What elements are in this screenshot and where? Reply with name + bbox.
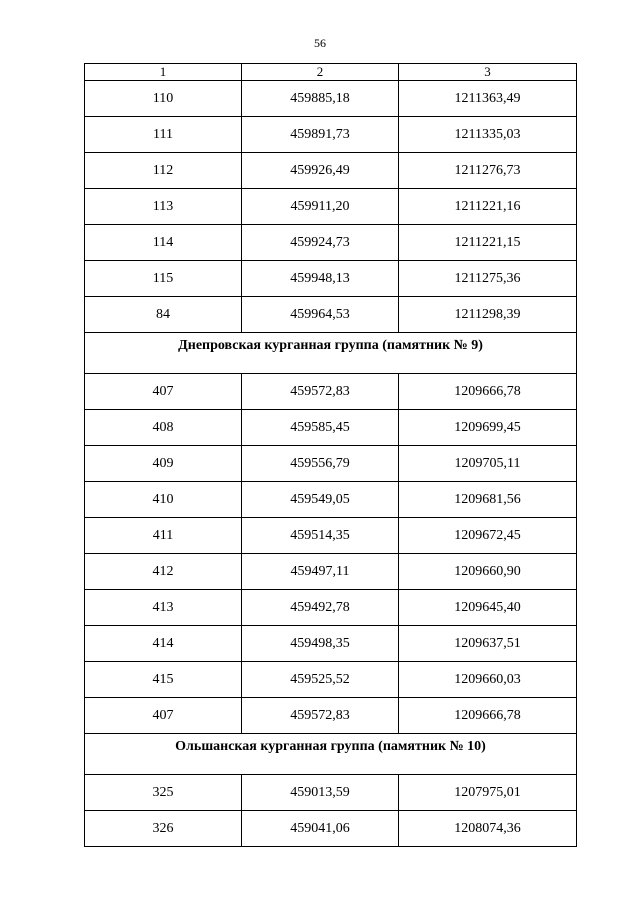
point-number-cell: 411 — [85, 518, 242, 554]
table-row — [85, 698, 577, 734]
point-number-cell: 113 — [85, 189, 242, 225]
table-row — [85, 482, 577, 518]
y-coordinate-cell: 1209660,03 — [399, 662, 577, 698]
y-coordinate-cell: 1209666,78 — [399, 374, 577, 410]
point-number-cell: 326 — [85, 811, 242, 847]
column-header-3: 3 — [399, 64, 577, 81]
table-row — [85, 153, 577, 189]
point-number-cell: 112 — [85, 153, 242, 189]
table-row — [85, 626, 577, 662]
x-coordinate-cell: 459924,73 — [242, 225, 399, 261]
x-coordinate-cell: 459492,78 — [242, 590, 399, 626]
y-coordinate-cell: 1209672,45 — [399, 518, 577, 554]
table-row — [85, 225, 577, 261]
group-header-row — [85, 734, 577, 775]
y-coordinate-cell: 1211221,15 — [399, 225, 577, 261]
group-title: Днепровская курганная группа (памятник № 9) — [85, 333, 577, 374]
table-row — [85, 189, 577, 225]
x-coordinate-cell: 459498,35 — [242, 626, 399, 662]
y-coordinate-cell: 1209705,11 — [399, 446, 577, 482]
y-coordinate-cell: 1211335,03 — [399, 117, 577, 153]
point-number-cell: 407 — [85, 374, 242, 410]
point-number-cell: 111 — [85, 117, 242, 153]
table-row — [85, 554, 577, 590]
group-title: Ольшанская курганная группа (памятник № 10) — [85, 734, 577, 775]
table-row — [85, 811, 577, 847]
x-coordinate-cell: 459572,83 — [242, 698, 399, 734]
point-number-cell: 410 — [85, 482, 242, 518]
coordinates-table — [84, 63, 577, 847]
point-number-cell: 409 — [85, 446, 242, 482]
x-coordinate-cell: 459013,59 — [242, 775, 399, 811]
x-coordinate-cell: 459514,35 — [242, 518, 399, 554]
y-coordinate-cell: 1209645,40 — [399, 590, 577, 626]
point-number-cell: 408 — [85, 410, 242, 446]
y-coordinate-cell: 1209681,56 — [399, 482, 577, 518]
table-row — [85, 261, 577, 297]
table-row — [85, 81, 577, 117]
y-coordinate-cell: 1209660,90 — [399, 554, 577, 590]
y-coordinate-cell: 1207975,01 — [399, 775, 577, 811]
point-number-cell: 414 — [85, 626, 242, 662]
point-number-cell: 412 — [85, 554, 242, 590]
x-coordinate-cell: 459585,45 — [242, 410, 399, 446]
table-row — [85, 374, 577, 410]
table-row — [85, 518, 577, 554]
table-row — [85, 410, 577, 446]
point-number-cell: 115 — [85, 261, 242, 297]
column-header-2: 2 — [242, 64, 399, 81]
x-coordinate-cell: 459549,05 — [242, 482, 399, 518]
y-coordinate-cell: 1211276,73 — [399, 153, 577, 189]
y-coordinate-cell: 1211275,36 — [399, 261, 577, 297]
x-coordinate-cell: 459911,20 — [242, 189, 399, 225]
table-row — [85, 662, 577, 698]
table-row — [85, 590, 577, 626]
point-number-cell: 114 — [85, 225, 242, 261]
column-header-1: 1 — [85, 64, 242, 81]
x-coordinate-cell: 459885,18 — [242, 81, 399, 117]
page-number: 56 — [314, 36, 326, 50]
y-coordinate-cell: 1211298,39 — [399, 297, 577, 333]
group-header-row — [85, 333, 577, 374]
y-coordinate-cell: 1209666,78 — [399, 698, 577, 734]
x-coordinate-cell: 459525,52 — [242, 662, 399, 698]
point-number-cell: 84 — [85, 297, 242, 333]
table-row — [85, 446, 577, 482]
x-coordinate-cell: 459041,06 — [242, 811, 399, 847]
table-row — [85, 775, 577, 811]
table-header-row — [85, 64, 577, 81]
x-coordinate-cell: 459948,13 — [242, 261, 399, 297]
table-body — [85, 81, 577, 847]
point-number-cell: 325 — [85, 775, 242, 811]
point-number-cell: 110 — [85, 81, 242, 117]
point-number-cell: 413 — [85, 590, 242, 626]
x-coordinate-cell: 459926,49 — [242, 153, 399, 189]
y-coordinate-cell: 1209637,51 — [399, 626, 577, 662]
y-coordinate-cell: 1208074,36 — [399, 811, 577, 847]
y-coordinate-cell: 1211221,16 — [399, 189, 577, 225]
x-coordinate-cell: 459497,11 — [242, 554, 399, 590]
point-number-cell: 407 — [85, 698, 242, 734]
x-coordinate-cell: 459891,73 — [242, 117, 399, 153]
x-coordinate-cell: 459556,79 — [242, 446, 399, 482]
y-coordinate-cell: 1209699,45 — [399, 410, 577, 446]
y-coordinate-cell: 1211363,49 — [399, 81, 577, 117]
table-row — [85, 297, 577, 333]
x-coordinate-cell: 459572,83 — [242, 374, 399, 410]
x-coordinate-cell: 459964,53 — [242, 297, 399, 333]
table-row — [85, 117, 577, 153]
point-number-cell: 415 — [85, 662, 242, 698]
